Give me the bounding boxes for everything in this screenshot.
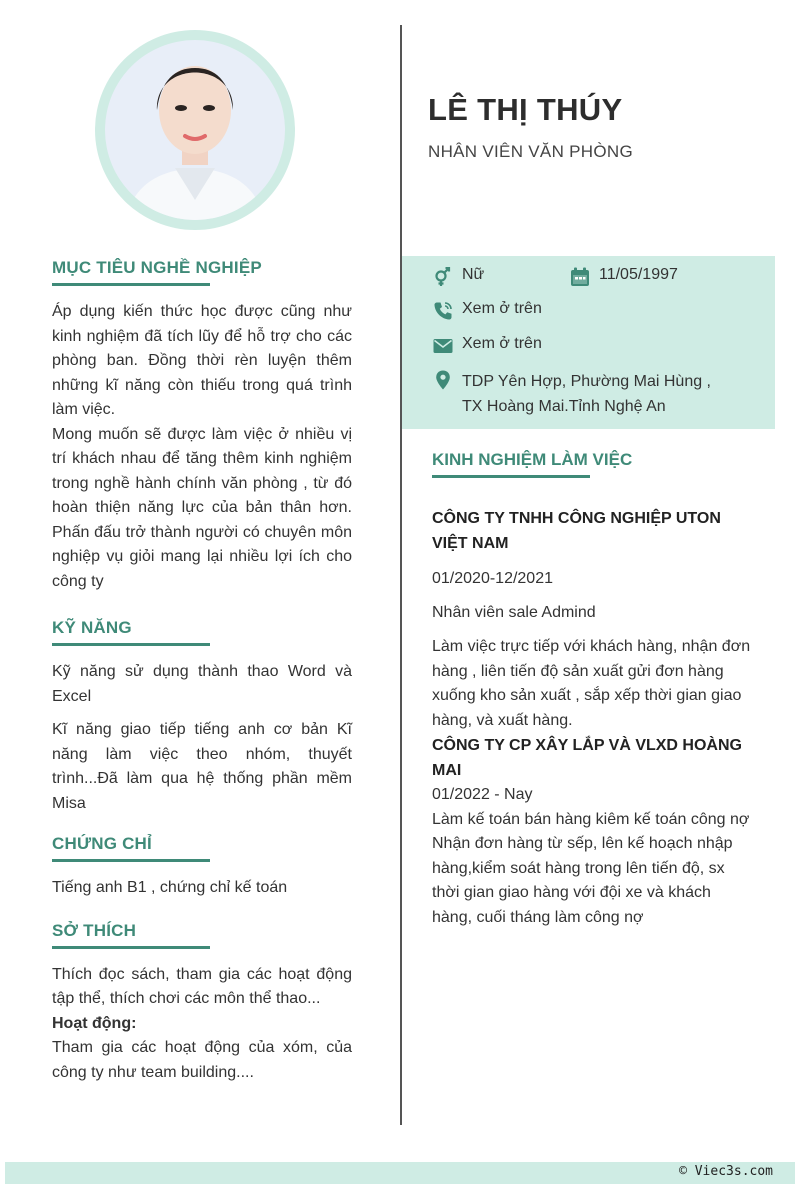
address-line-1: TDP Yên Hợp, Phường Mai Hùng , (462, 373, 711, 390)
gender-row (432, 266, 484, 288)
activities-label: Hoạt động: (52, 1014, 137, 1032)
job-position: Làm kế toán bán hàng kiêm kế toán công nợ (432, 810, 750, 828)
skills-text-1: Kỹ năng sử dụng thành thao Word và Excel (52, 663, 352, 705)
profile-photo (105, 40, 285, 220)
avatar (95, 30, 295, 230)
job-position: Nhân viên sale Admind (432, 603, 596, 621)
footer-bar (5, 1162, 795, 1184)
left-column (52, 258, 352, 1085)
objective-text-2: Mong muốn sẽ được làm việc ở nhiều vị trí khách nhau để tăng thêm kinh nghiệm trong nghề hành chính văn phòng , từ đó hoàn thiện năng lực của bản thân hơn. Phấn đấu trở thành người có chuyên môn nghiệp vụ giỏi mang lại nhiều lợi ích cho công ty (52, 425, 352, 590)
skills-title: KỸ NĂNG (52, 618, 210, 646)
job-description: Nhận đơn hàng từ sếp, lên kế hoạch nhập hàng,kiểm soát hàng trong lên tiến độ, sx thời gian giao hàng với đội xe và khách hàng, cuối tháng làm công nợ (432, 835, 733, 926)
birthday-value: 11/05/1997 (599, 266, 678, 283)
column-divider (400, 25, 402, 1125)
gender-value: Nữ (462, 266, 485, 283)
address-line-2: TX Hoàng Mai.Tỉnh Nghệ An (462, 398, 666, 415)
job-entry (432, 506, 752, 733)
address-row (432, 369, 711, 419)
job-company: CÔNG TY CP XÂY LẮP VÀ VLXD HOÀNG MAI (432, 737, 742, 779)
candidate-name: LÊ THỊ THÚY (428, 92, 623, 127)
calendar-icon (569, 266, 591, 288)
location-icon (432, 369, 454, 391)
hobbies-title: SỞ THÍCH (52, 921, 210, 949)
skills-text-2: Kĩ năng giao tiếp tiếng anh cơ bản Kĩ năng làm việc theo nhóm, thuyết trình...Đã làm qua hệ thống phần mềm Misa (52, 721, 352, 812)
email-value: Xem ở trên (462, 335, 542, 352)
objective-title: MỤC TIÊU NGHỀ NGHIỆP (52, 258, 210, 286)
footer-credit: © Viec3s.com (679, 1164, 773, 1179)
phone-row (432, 300, 542, 322)
job-entry (432, 733, 752, 930)
certificates-text: Tiếng anh B1 , chứng chỉ kế toán (52, 879, 288, 896)
hobbies-text: Thích đọc sách, tham gia các hoạt động tập thể, thích chơi các môn thể thao... (52, 965, 352, 1007)
job-period: 01/2022 - Nay (432, 786, 533, 803)
contact-panel (402, 256, 775, 429)
objective-text-1: Áp dụng kiến thức học được cũng như kinh nghiệm đã tích lũy để hỗ trợ cho các phòng ban. Đồng thời rèn luyện thêm những kĩ năng còn thiếu trong quá trình làm việc. (52, 303, 352, 418)
certificates-title: CHỨNG CHỈ (52, 834, 210, 862)
gender-icon (432, 266, 454, 288)
job-company: CÔNG TY TNHH CÔNG NGHIỆP UTON VIỆT NAM (432, 510, 721, 552)
phone-value: Xem ở trên (462, 300, 542, 317)
job-description: Làm việc trực tiếp với khách hàng, nhận đơn hàng , liên tiến độ sản xuất gửi đơn hàng xuống kho sản xuất , sắp xếp thời gian giao hàng, và xuất hàng. (432, 638, 751, 729)
job-title: NHÂN VIÊN VĂN PHÒNG (428, 142, 634, 161)
experience-section (432, 450, 752, 930)
phone-icon (432, 300, 454, 322)
address-value (462, 369, 711, 419)
email-icon (432, 335, 454, 357)
birthday-row (569, 266, 678, 288)
job-period: 01/2020-12/2021 (432, 570, 553, 587)
experience-title: KINH NGHIỆM LÀM VIỆC (432, 450, 590, 478)
email-row (432, 335, 542, 357)
activities-text: Tham gia các hoạt động của xóm, của công ty như team building.... (52, 1039, 352, 1081)
